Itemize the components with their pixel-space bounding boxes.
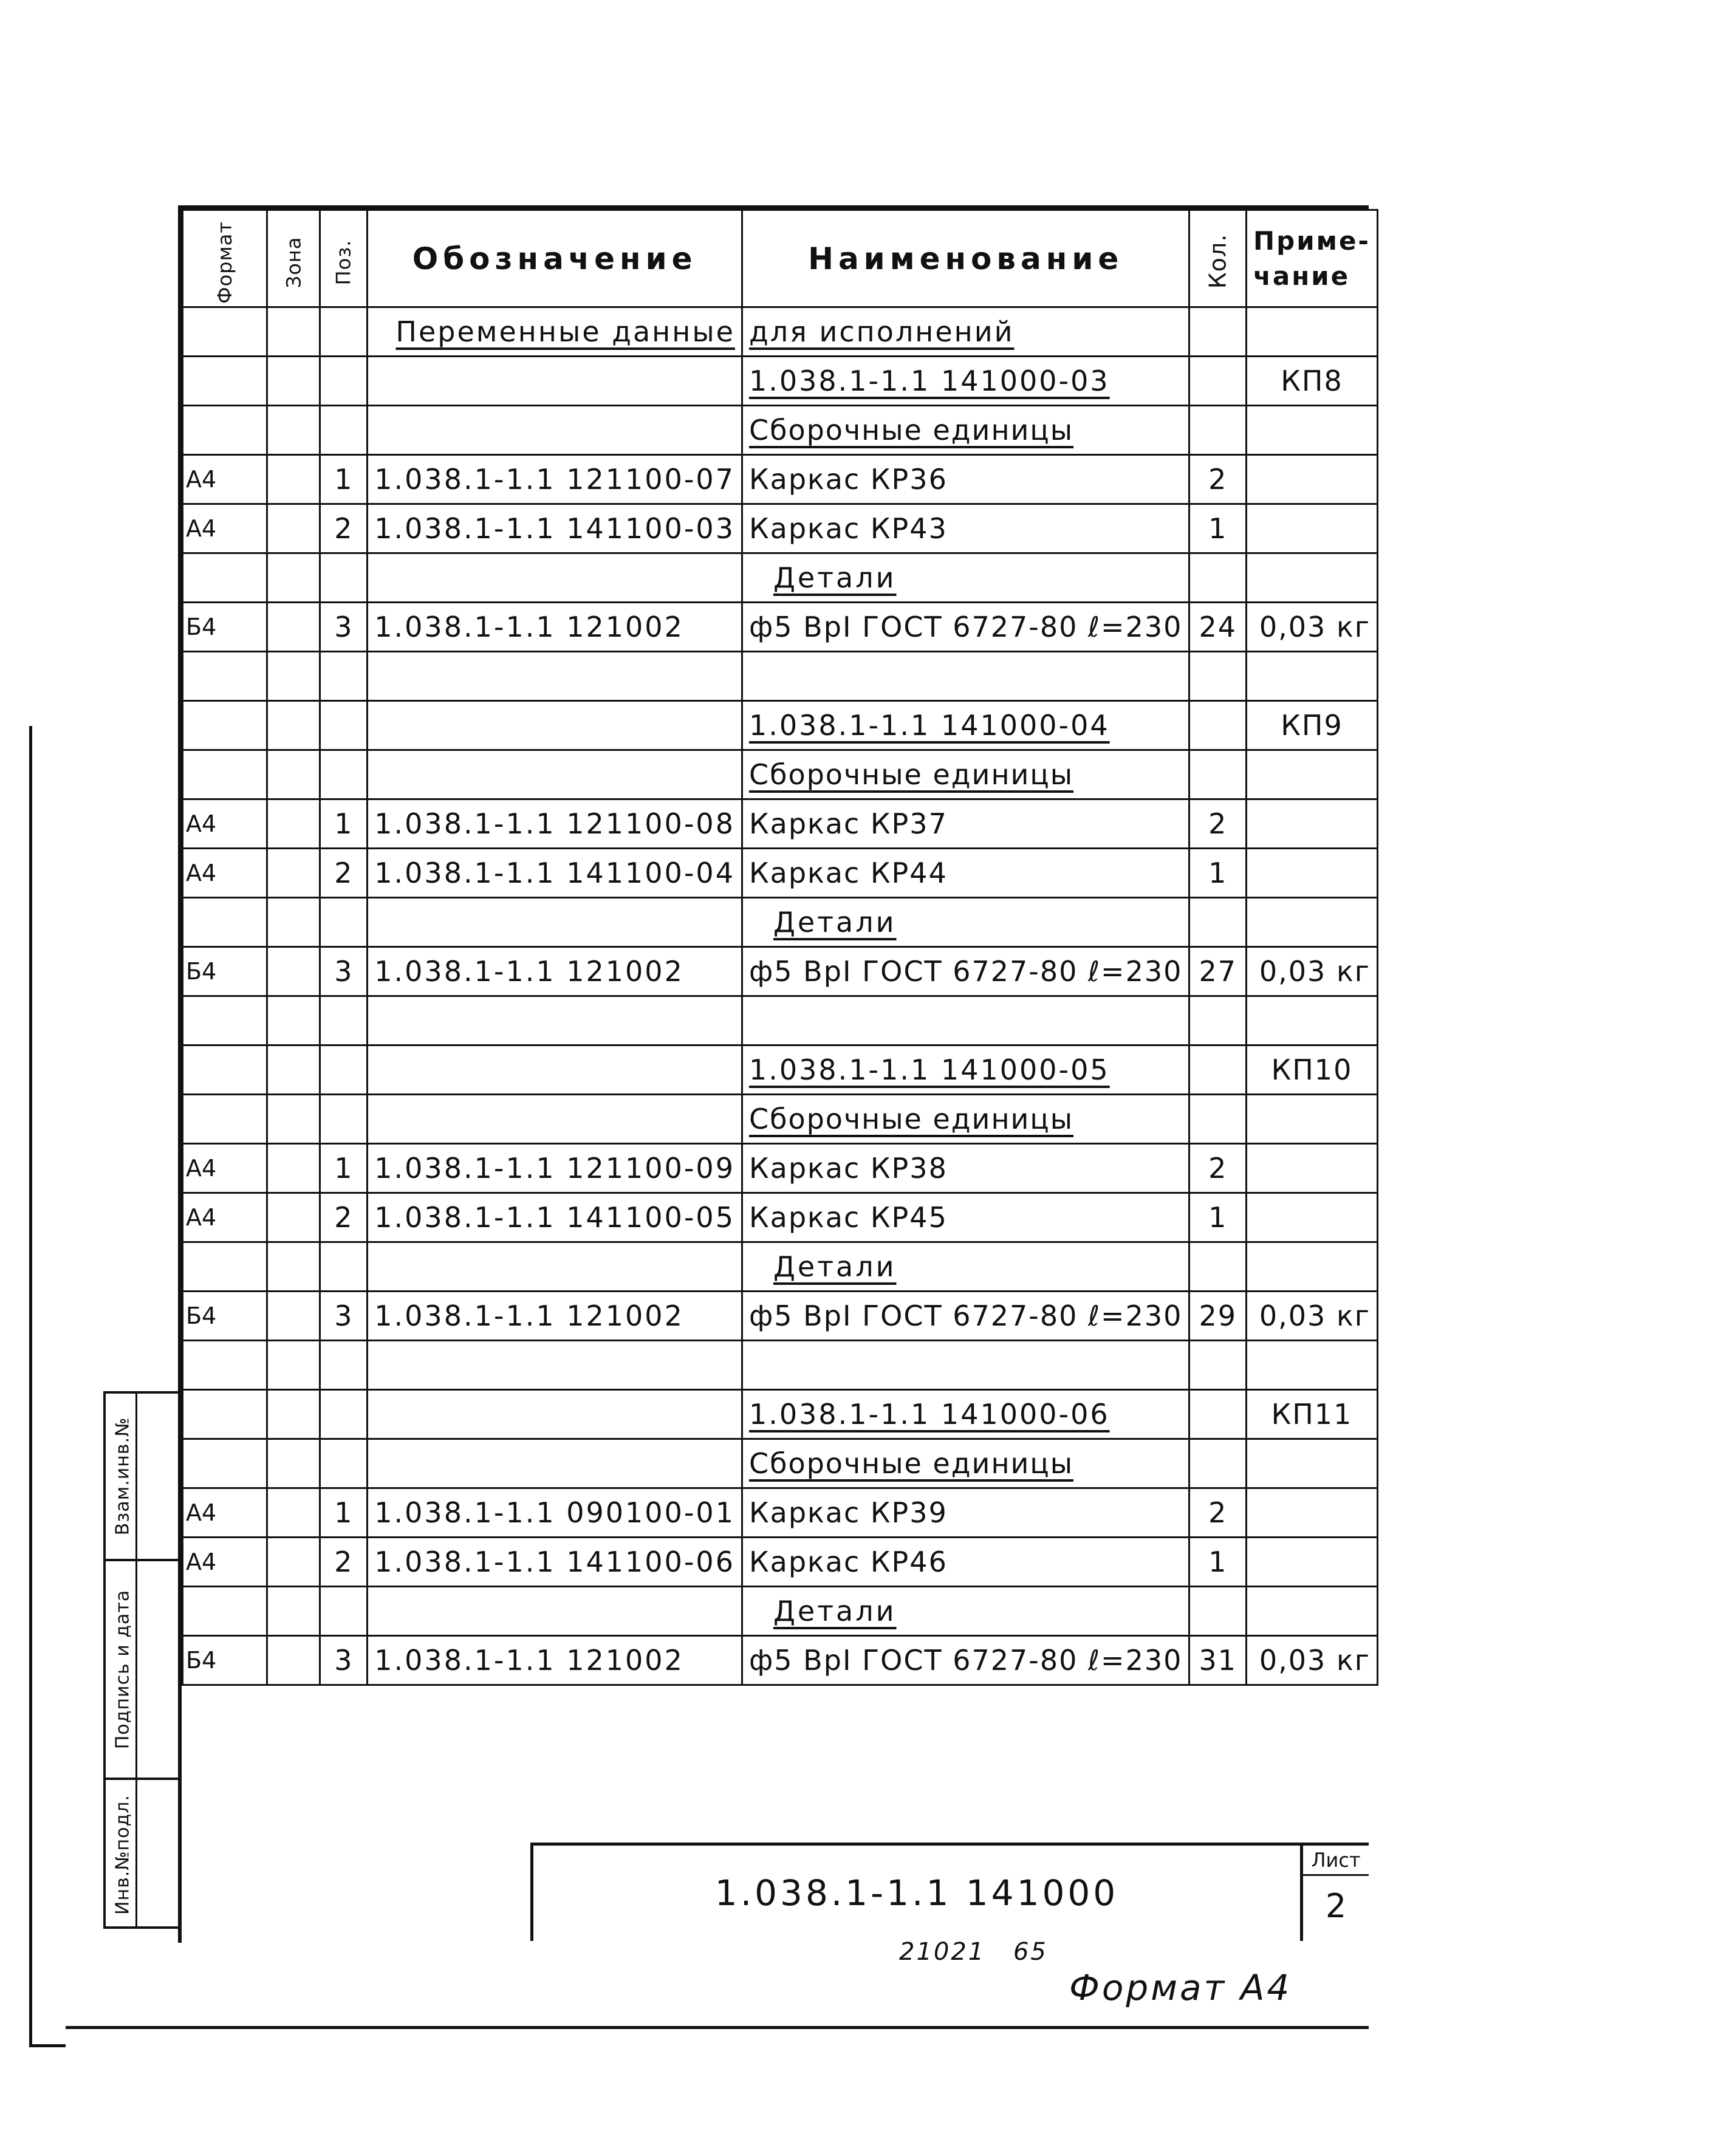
quantity-cell: 31 bbox=[1189, 1636, 1247, 1685]
margin-replace-inv: Взам.инв.№ bbox=[106, 1394, 181, 1561]
assemblies-title: Сборочные единицы bbox=[742, 1439, 1189, 1488]
zone-cell bbox=[267, 1636, 320, 1685]
name-cell: Каркас КР44 bbox=[742, 849, 1189, 898]
intro-row bbox=[183, 307, 1378, 357]
table-row bbox=[183, 947, 1378, 996]
format-cell: Б4 bbox=[183, 1292, 267, 1341]
note-cell: 0,03 кг bbox=[1247, 603, 1378, 652]
position-cell: 3 bbox=[320, 603, 368, 652]
quantity-cell: 1 bbox=[1189, 504, 1247, 553]
document-code: 1.038.1-1.1 141000 bbox=[714, 1872, 1119, 1914]
name-cell: Каркас КР43 bbox=[742, 504, 1189, 553]
position-cell: 2 bbox=[320, 849, 368, 898]
margin-signature-date: Подпись и дата bbox=[106, 1561, 181, 1780]
name-cell: ф5 ВрI ГОСТ 6727-80 ℓ=230 bbox=[742, 603, 1189, 652]
group-code: 1.038.1-1.1 141000-04 bbox=[742, 701, 1189, 750]
designation-cell: 1.038.1-1.1 141100-03 bbox=[368, 504, 742, 553]
specification-sheet bbox=[178, 205, 1369, 1943]
position-cell: 1 bbox=[320, 799, 368, 849]
left-crop-tick bbox=[29, 2044, 66, 2047]
quantity-cell: 2 bbox=[1189, 1488, 1247, 1538]
section-title-row bbox=[183, 1439, 1378, 1488]
header-format: Формат bbox=[183, 210, 267, 307]
format-cell: Б4 bbox=[183, 603, 267, 652]
group-note: КП11 bbox=[1247, 1390, 1378, 1439]
sheet-number: 2 bbox=[1325, 1887, 1347, 1925]
zone-cell bbox=[267, 1144, 320, 1193]
zone-cell bbox=[267, 1193, 320, 1242]
format-cell: Б4 bbox=[183, 947, 267, 996]
table-row bbox=[183, 504, 1378, 553]
group-code: 1.038.1-1.1 141000-05 bbox=[742, 1045, 1189, 1095]
position-cell: 1 bbox=[320, 1488, 368, 1538]
quantity-cell: 2 bbox=[1189, 1144, 1247, 1193]
quantity-cell: 27 bbox=[1189, 947, 1247, 996]
margin-inv-orig: Инв.№подл. bbox=[106, 1780, 181, 1929]
group-code-row bbox=[183, 1390, 1378, 1439]
position-cell: 2 bbox=[320, 1193, 368, 1242]
name-cell: ф5 ВрI ГОСТ 6727-80 ℓ=230 bbox=[742, 1292, 1189, 1341]
zone-cell bbox=[267, 947, 320, 996]
format-cell: А4 bbox=[183, 1538, 267, 1587]
title-block bbox=[530, 1843, 1369, 1941]
name-cell: Каркас КР37 bbox=[742, 799, 1189, 849]
note-cell: 0,03 кг bbox=[1247, 947, 1378, 996]
blank-row bbox=[183, 652, 1378, 701]
note-cell bbox=[1247, 849, 1378, 898]
designation-cell: 1.038.1-1.1 121100-08 bbox=[368, 799, 742, 849]
header-note: Приме- чание bbox=[1247, 210, 1378, 307]
designation-cell: 1.038.1-1.1 121002 bbox=[368, 947, 742, 996]
designation-cell: 1.038.1-1.1 121002 bbox=[368, 1292, 742, 1341]
table-row bbox=[183, 1144, 1378, 1193]
designation-cell: 1.038.1-1.1 121100-09 bbox=[368, 1144, 742, 1193]
table-row bbox=[183, 455, 1378, 504]
left-crop-line bbox=[29, 726, 32, 2047]
group-code-row bbox=[183, 1045, 1378, 1095]
note-cell bbox=[1247, 504, 1378, 553]
name-cell: ф5 ВрI ГОСТ 6727-80 ℓ=230 bbox=[742, 947, 1189, 996]
position-cell: 3 bbox=[320, 947, 368, 996]
note-cell: 0,03 кг bbox=[1247, 1292, 1378, 1341]
table-row bbox=[183, 603, 1378, 652]
group-code: 1.038.1-1.1 141000-03 bbox=[742, 357, 1189, 406]
name-cell: ф5 ВрI ГОСТ 6727-80 ℓ=230 bbox=[742, 1636, 1189, 1685]
table-row bbox=[183, 1193, 1378, 1242]
designation-cell: 1.038.1-1.1 121002 bbox=[368, 1636, 742, 1685]
table-row bbox=[183, 1488, 1378, 1538]
quantity-cell: 29 bbox=[1189, 1292, 1247, 1341]
position-cell: 3 bbox=[320, 1292, 368, 1341]
position-cell: 2 bbox=[320, 504, 368, 553]
intro-left: Переменные данные bbox=[368, 307, 742, 357]
note-cell bbox=[1247, 1144, 1378, 1193]
note-cell bbox=[1247, 1193, 1378, 1242]
format-cell: Б4 bbox=[183, 1636, 267, 1685]
parts-title: Детали bbox=[742, 1587, 1189, 1636]
section-title-row bbox=[183, 406, 1378, 455]
zone-cell bbox=[267, 455, 320, 504]
quantity-cell: 1 bbox=[1189, 1538, 1247, 1587]
name-cell: Каркас КР39 bbox=[742, 1488, 1189, 1538]
note-cell bbox=[1247, 1488, 1378, 1538]
zone-cell bbox=[267, 1292, 320, 1341]
format-cell: А4 bbox=[183, 849, 267, 898]
note-cell bbox=[1247, 1538, 1378, 1587]
archive-number: 21021 65 bbox=[899, 1938, 1048, 1966]
group-code-row bbox=[183, 701, 1378, 750]
designation-cell: 1.038.1-1.1 121002 bbox=[368, 603, 742, 652]
table-row bbox=[183, 799, 1378, 849]
designation-cell: 1.038.1-1.1 090100-01 bbox=[368, 1488, 742, 1538]
section-title-row bbox=[183, 1095, 1378, 1144]
section-title-row bbox=[183, 1587, 1378, 1636]
bottom-frame-line bbox=[66, 2026, 1369, 2029]
format-cell: А4 bbox=[183, 799, 267, 849]
group-note: КП10 bbox=[1247, 1045, 1378, 1095]
position-cell: 3 bbox=[320, 1636, 368, 1685]
zone-cell bbox=[267, 799, 320, 849]
table-row bbox=[183, 1292, 1378, 1341]
sheet-box bbox=[1300, 1846, 1369, 1941]
zone-cell bbox=[267, 849, 320, 898]
assemblies-title: Сборочные единицы bbox=[742, 750, 1189, 799]
assemblies-title: Сборочные единицы bbox=[742, 1095, 1189, 1144]
table-header-row bbox=[183, 210, 1378, 307]
header-position: Поз. bbox=[320, 210, 368, 307]
table-row bbox=[183, 1636, 1378, 1685]
designation-cell: 1.038.1-1.1 141100-06 bbox=[368, 1538, 742, 1587]
blank-row bbox=[183, 996, 1378, 1045]
header-zone: Зона bbox=[267, 210, 320, 307]
quantity-cell: 2 bbox=[1189, 455, 1247, 504]
section-title-row bbox=[183, 750, 1378, 799]
name-cell: Каркас КР38 bbox=[742, 1144, 1189, 1193]
specification-table bbox=[182, 209, 1378, 1686]
quantity-cell: 2 bbox=[1189, 799, 1247, 849]
position-cell: 2 bbox=[320, 1538, 368, 1587]
margin-stamp bbox=[103, 1391, 181, 1929]
section-title-row bbox=[183, 553, 1378, 603]
position-cell: 1 bbox=[320, 1144, 368, 1193]
zone-cell bbox=[267, 1538, 320, 1587]
designation-cell: 1.038.1-1.1 121100-07 bbox=[368, 455, 742, 504]
quantity-cell: 24 bbox=[1189, 603, 1247, 652]
group-note: КП8 bbox=[1247, 357, 1378, 406]
assemblies-title: Сборочные единицы bbox=[742, 406, 1189, 455]
section-title-row bbox=[183, 898, 1378, 947]
format-cell: А4 bbox=[183, 1193, 267, 1242]
section-title-row bbox=[183, 1242, 1378, 1292]
format-note: Формат А4 bbox=[1069, 1967, 1292, 2008]
note-cell bbox=[1247, 799, 1378, 849]
group-code: 1.038.1-1.1 141000-06 bbox=[742, 1390, 1189, 1439]
parts-title: Детали bbox=[742, 898, 1189, 947]
name-cell: Каркас КР45 bbox=[742, 1193, 1189, 1242]
format-cell: А4 bbox=[183, 1488, 267, 1538]
quantity-cell: 1 bbox=[1189, 1193, 1247, 1242]
blank-row bbox=[183, 1341, 1378, 1390]
zone-cell bbox=[267, 1488, 320, 1538]
name-cell: Каркас КР36 bbox=[742, 455, 1189, 504]
parts-title: Детали bbox=[742, 1242, 1189, 1292]
header-quantity: Кол. bbox=[1189, 210, 1247, 307]
intro-right: для исполнений bbox=[742, 307, 1189, 357]
table-row bbox=[183, 1538, 1378, 1587]
position-cell: 1 bbox=[320, 455, 368, 504]
format-cell: А4 bbox=[183, 504, 267, 553]
note-cell: 0,03 кг bbox=[1247, 1636, 1378, 1685]
name-cell: Каркас КР46 bbox=[742, 1538, 1189, 1587]
sheet-label: Лист bbox=[1303, 1846, 1369, 1876]
group-code-row bbox=[183, 357, 1378, 406]
table-row bbox=[183, 849, 1378, 898]
parts-title: Детали bbox=[742, 553, 1189, 603]
designation-cell: 1.038.1-1.1 141100-04 bbox=[368, 849, 742, 898]
format-cell: А4 bbox=[183, 455, 267, 504]
format-cell: А4 bbox=[183, 1144, 267, 1193]
group-note: КП9 bbox=[1247, 701, 1378, 750]
designation-cell: 1.038.1-1.1 141100-05 bbox=[368, 1193, 742, 1242]
quantity-cell: 1 bbox=[1189, 849, 1247, 898]
zone-cell bbox=[267, 603, 320, 652]
zone-cell bbox=[267, 504, 320, 553]
header-name: Наименование bbox=[742, 210, 1189, 307]
note-cell bbox=[1247, 455, 1378, 504]
header-designation: Обозначение bbox=[368, 210, 742, 307]
